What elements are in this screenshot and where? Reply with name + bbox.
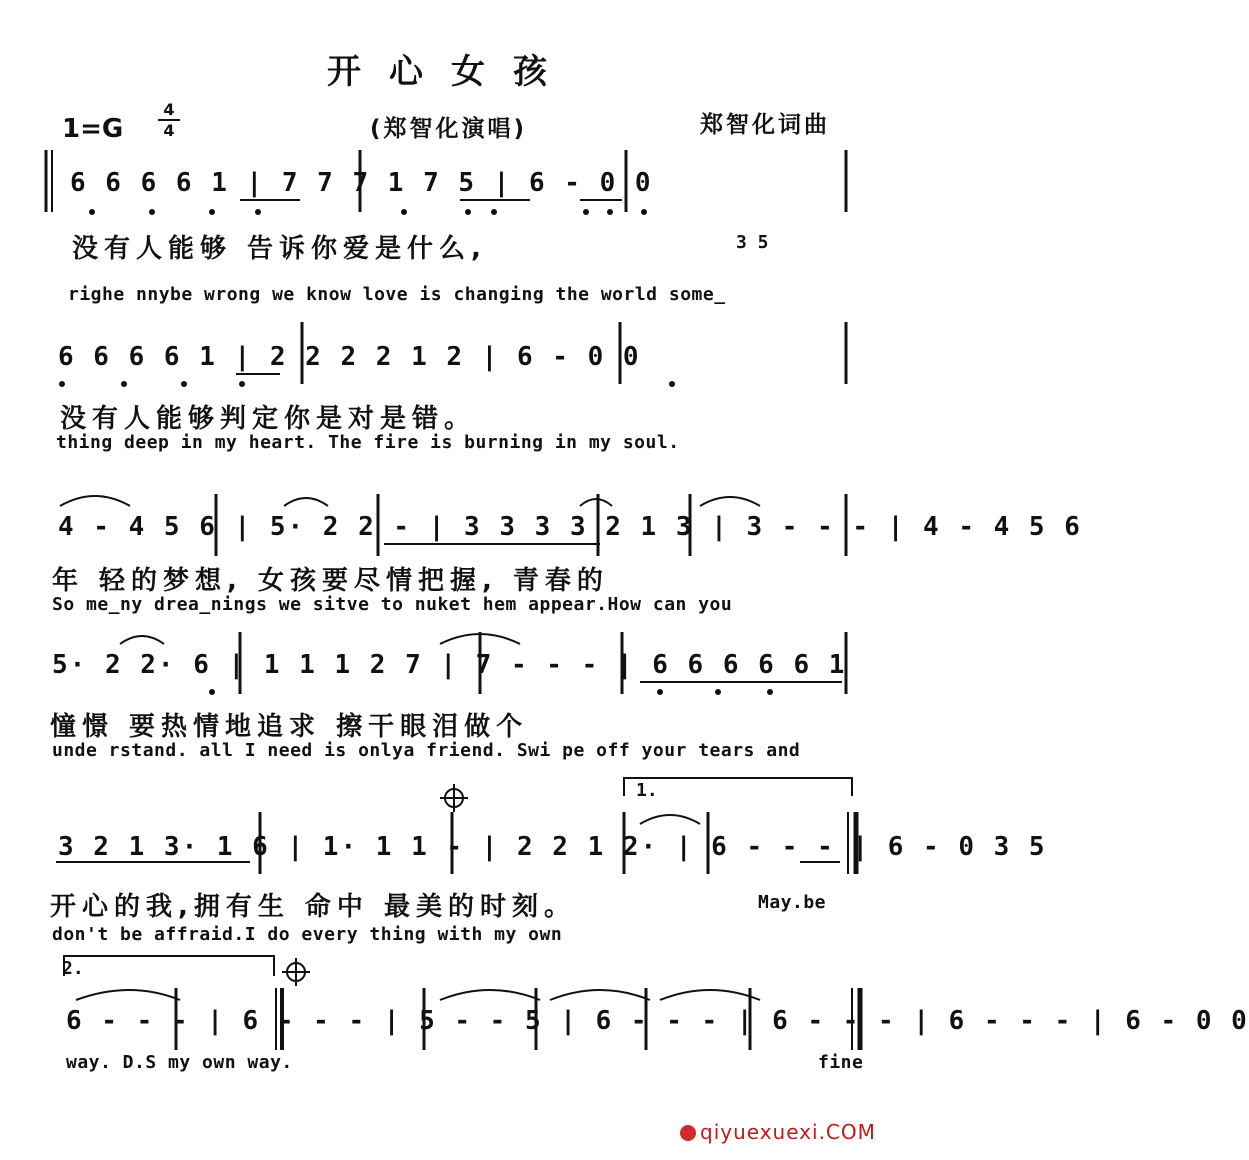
volta-1-label: 1.	[636, 780, 658, 801]
notes-line-3: 4 - 4 5 6 | 5· 2 2 - | 3 3 3 3 2 1 3 | 3 - - - | 4 - 4 5 6	[58, 512, 1082, 542]
lyrics-cn-line-3: 年 轻的梦想, 女孩要尽情把握, 青春的	[52, 566, 609, 596]
lyrics-en-line-2: thing deep in my heart. The fire is burning in my soul.	[56, 432, 680, 453]
lyrics-en-line-1: righe nnybe wrong we know love is changing the world some_	[68, 284, 726, 305]
lyrics-cn-line-2: 没有人能够判定你是对是错。	[60, 404, 477, 434]
slur	[550, 990, 650, 1000]
notes-line-5: 3 2 1 3· 1 6 | 1· 1 1 - | 2 2 1 2· | 6 - - - | 6 - 0 3 5	[58, 832, 1047, 862]
pickup-notes-line-1: 3 5	[736, 232, 769, 253]
volta-2-label: 2.	[62, 958, 84, 979]
slur	[640, 815, 700, 824]
lyrics-en-line-6: way. D.S my own way.	[66, 1052, 293, 1073]
lyrics-en-line-5: don't be affraid.I do every thing with my own	[52, 924, 563, 945]
notes-line-1: 6 6 6 6 1 | 7 7 7 1 7 5 | 6 - 0 0	[70, 168, 653, 198]
lyrics-en-line-3: So me_ny drea_nings we sitve to nuket hem appear.How can you	[52, 594, 733, 615]
volta-2-bracket	[64, 956, 274, 976]
lyrics-en-line-4: unde rstand. all I need is onlya friend. Swi pe off your tears and	[52, 740, 801, 761]
lyrics-cn-line-4: 憧憬 要热情地追求 擦干眼泪做个	[50, 712, 529, 742]
fine-marker: fine	[818, 1052, 864, 1073]
lyrics-cn-line-1: 没有人能够 告诉你爱是什么,	[72, 234, 487, 264]
slur	[76, 990, 180, 1000]
notes-line-2: 6 6 6 6 1 | 2 2 2 2 1 2 | 6 - 0 0	[58, 342, 641, 372]
slur	[60, 496, 130, 506]
key-signature: 1=G	[62, 114, 124, 144]
time-signature-bottom: 4	[158, 119, 180, 140]
slur	[284, 498, 328, 506]
slur	[700, 497, 760, 506]
notes-line-4: 5· 2 2· 6 | 1 1 1 2 7 | 7 - - - | 6 6 6 6 6 1	[52, 650, 847, 680]
slur	[440, 990, 540, 1000]
lyrics-cn-line-5: 开心的我,拥有生 命中 最美的时刻。	[50, 892, 576, 922]
watermark-text: qiyuexuexi.COM	[700, 1120, 876, 1144]
volta-1-bracket	[624, 778, 852, 796]
notes-line-6: 6 - - - | 6 - - - | 5 - - 5 | 6 - - - | 6 - - - | 6 - - - | 6 - 0 0	[66, 1006, 1249, 1036]
song-title: 开心女孩	[327, 52, 575, 92]
time-signature-top: 4	[163, 100, 175, 119]
slur	[120, 636, 164, 644]
author-credit: 郑智化词曲	[700, 112, 830, 138]
singer-credit: (郑智化演唱)	[370, 116, 528, 142]
slur	[660, 990, 760, 1000]
lyrics-en-maybe: May.be	[758, 892, 827, 913]
slur	[580, 499, 612, 506]
